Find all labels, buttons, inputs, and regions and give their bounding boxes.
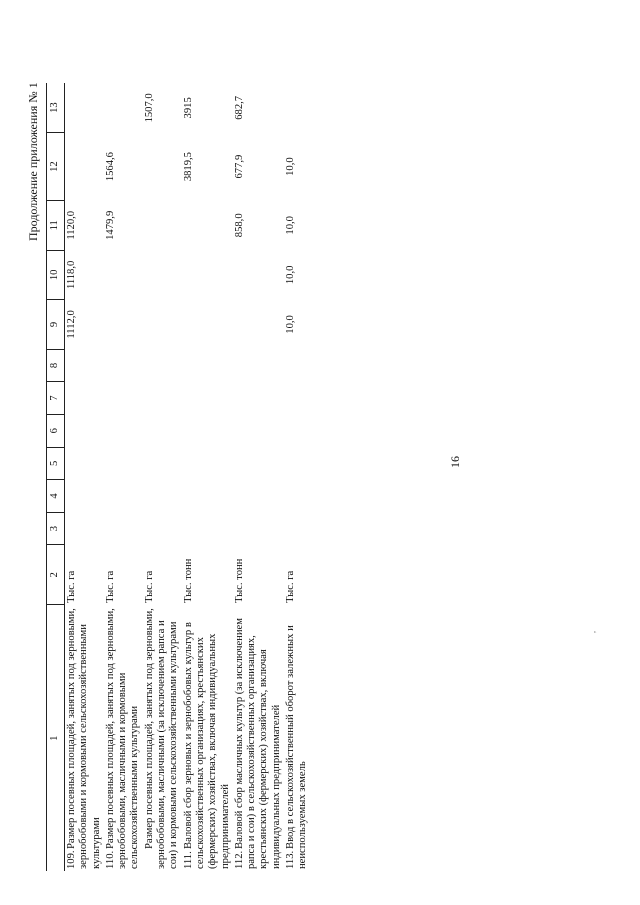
row-number: 109.: [66, 850, 77, 869]
value-cell: 10,0: [285, 157, 297, 176]
value-cell: [284, 480, 311, 513]
value-cell: [233, 414, 284, 447]
indicator-cell: [182, 605, 233, 871]
column-header: 7: [47, 382, 65, 415]
value-cell: 10,0: [285, 315, 297, 334]
value-cell: [65, 414, 104, 447]
unit-cell: Тыс. га: [104, 570, 116, 603]
value-cell: [284, 512, 311, 545]
value-cell: [143, 447, 182, 480]
column-header: 11: [47, 201, 65, 251]
value-cell: [284, 83, 311, 133]
unit-cell: Тыс. га: [66, 570, 77, 603]
value-cell: [182, 414, 233, 447]
value-cell: [143, 414, 182, 447]
column-header: 5: [47, 447, 65, 480]
value-cell: 858,0: [233, 213, 245, 238]
column-header: 10: [47, 250, 65, 300]
column-header: 9: [47, 300, 65, 350]
value-cell: [182, 201, 233, 251]
table-row: [143, 83, 182, 871]
indicator-name: Размер посевных площадей, занятых под зерновыми, зернобобовыми, масличными (за исключением рапса и сои) и кормовыми сельскохозяйственными культурами: [143, 608, 180, 869]
value-cell: [104, 447, 143, 480]
value-cell: [284, 447, 311, 480]
indicator-cell: [233, 605, 284, 871]
value-cell: [104, 349, 143, 382]
scan-mark: ,: [588, 631, 597, 633]
value-cell: [65, 512, 104, 545]
value-cell: [182, 250, 233, 300]
indicator-name: Ввод в сельскохозяйственный оборот залежных и неиспользуемых земель: [285, 625, 309, 869]
value-cell: [182, 447, 233, 480]
column-header: 3: [47, 512, 65, 545]
column-header: 8: [47, 349, 65, 382]
value-cell: 1479,9: [104, 210, 116, 240]
value-cell: 1564,6: [104, 152, 116, 182]
value-cell: [65, 382, 104, 415]
value-cell: [284, 349, 311, 382]
table-row: [182, 83, 233, 871]
indicators-table: [46, 83, 311, 871]
value-cell: [143, 133, 182, 201]
value-cell: [284, 414, 311, 447]
value-cell: 1120,0: [66, 210, 77, 240]
unit-cell: Тыс. тонн: [233, 558, 245, 603]
value-cell: [65, 133, 104, 201]
value-cell: 10,0: [285, 265, 297, 285]
row-number: 111.: [182, 851, 194, 869]
value-cell: [104, 382, 143, 415]
value-cell: [182, 300, 233, 350]
indicator-cell: [143, 605, 182, 871]
value-cell: [143, 349, 182, 382]
value-cell: [143, 480, 182, 513]
value-cell: 1118,0: [66, 260, 77, 290]
indicator-name: Размер посевных площадей, занятых под зерновыми, зернобобовыми и кормовыми сельскохозяйственными культурами: [66, 608, 102, 869]
table-row: [284, 83, 311, 871]
value-cell: [104, 250, 143, 300]
unit-cell: Тыс. га: [285, 570, 297, 603]
value-cell: [233, 349, 284, 382]
appendix-continuation-note: Продолжение приложения № 1: [26, 82, 40, 241]
value-cell: [182, 382, 233, 415]
indicator-cell: [65, 605, 104, 871]
value-cell: [233, 480, 284, 513]
indicator-name: Валовой сбор масличных культур (за исключением рапса и сои) в сельскохозяйственных организациях, крестьянских (фермерских) хозяйствах, включая индивидуальных предпринимателей: [233, 618, 282, 869]
value-cell: [65, 349, 104, 382]
value-cell: 10,0: [285, 216, 297, 235]
value-cell: [233, 447, 284, 480]
value-cell: [233, 382, 284, 415]
value-cell: [233, 512, 284, 545]
column-header: 6: [47, 414, 65, 447]
table-row: [233, 83, 284, 871]
column-header: 2: [47, 545, 65, 605]
indicator-name: Размер посевных площадей, занятых под зерновыми, зернобобовыми, масличными и кормовыми сельскохозяйственными культурами: [104, 608, 141, 869]
value-cell: [182, 512, 233, 545]
unit-cell: Тыс. га: [143, 570, 155, 603]
value-cell: [65, 480, 104, 513]
value-cell: [143, 512, 182, 545]
value-cell: [182, 349, 233, 382]
value-cell: [182, 480, 233, 513]
table-row: [104, 83, 143, 871]
column-header: 4: [47, 480, 65, 513]
row-number: 110.: [104, 850, 116, 869]
value-cell: [233, 300, 284, 350]
value-cell: [143, 201, 182, 251]
value-cell: 1112,0: [66, 310, 77, 339]
table-row: [65, 83, 104, 871]
column-header: 12: [47, 133, 65, 201]
indicator-cell: [284, 605, 311, 871]
value-cell: [104, 300, 143, 350]
value-cell: [65, 447, 104, 480]
value-cell: 1507,0: [143, 93, 155, 123]
indicator-cell: [104, 605, 143, 871]
row-number: 113.: [285, 850, 297, 869]
column-header: 1: [47, 605, 65, 871]
indicator-name: Валовой сбор зерновых и зернобобовых культур в сельскохозяйственных организациях, крестьянских (фермерских) хозяйствах, включая индивидуальных предпринимателей: [182, 622, 231, 869]
value-cell: 3915: [182, 97, 194, 119]
value-cell: [104, 83, 143, 133]
page-number: 16: [448, 456, 462, 468]
value-cell: [143, 250, 182, 300]
value-cell: [143, 382, 182, 415]
value-cell: 682,7: [233, 95, 245, 120]
value-cell: [104, 512, 143, 545]
value-cell: 3819,5: [182, 152, 194, 182]
row-number: 112.: [233, 850, 245, 869]
value-cell: [284, 382, 311, 415]
value-cell: [104, 414, 143, 447]
value-cell: [233, 250, 284, 300]
value-cell: [104, 480, 143, 513]
column-header-row: [47, 83, 65, 871]
column-header: 13: [47, 83, 65, 133]
value-cell: [143, 300, 182, 350]
value-cell: [65, 83, 104, 133]
value-cell: 677,9: [233, 154, 245, 179]
unit-cell: Тыс. тонн: [182, 558, 194, 603]
